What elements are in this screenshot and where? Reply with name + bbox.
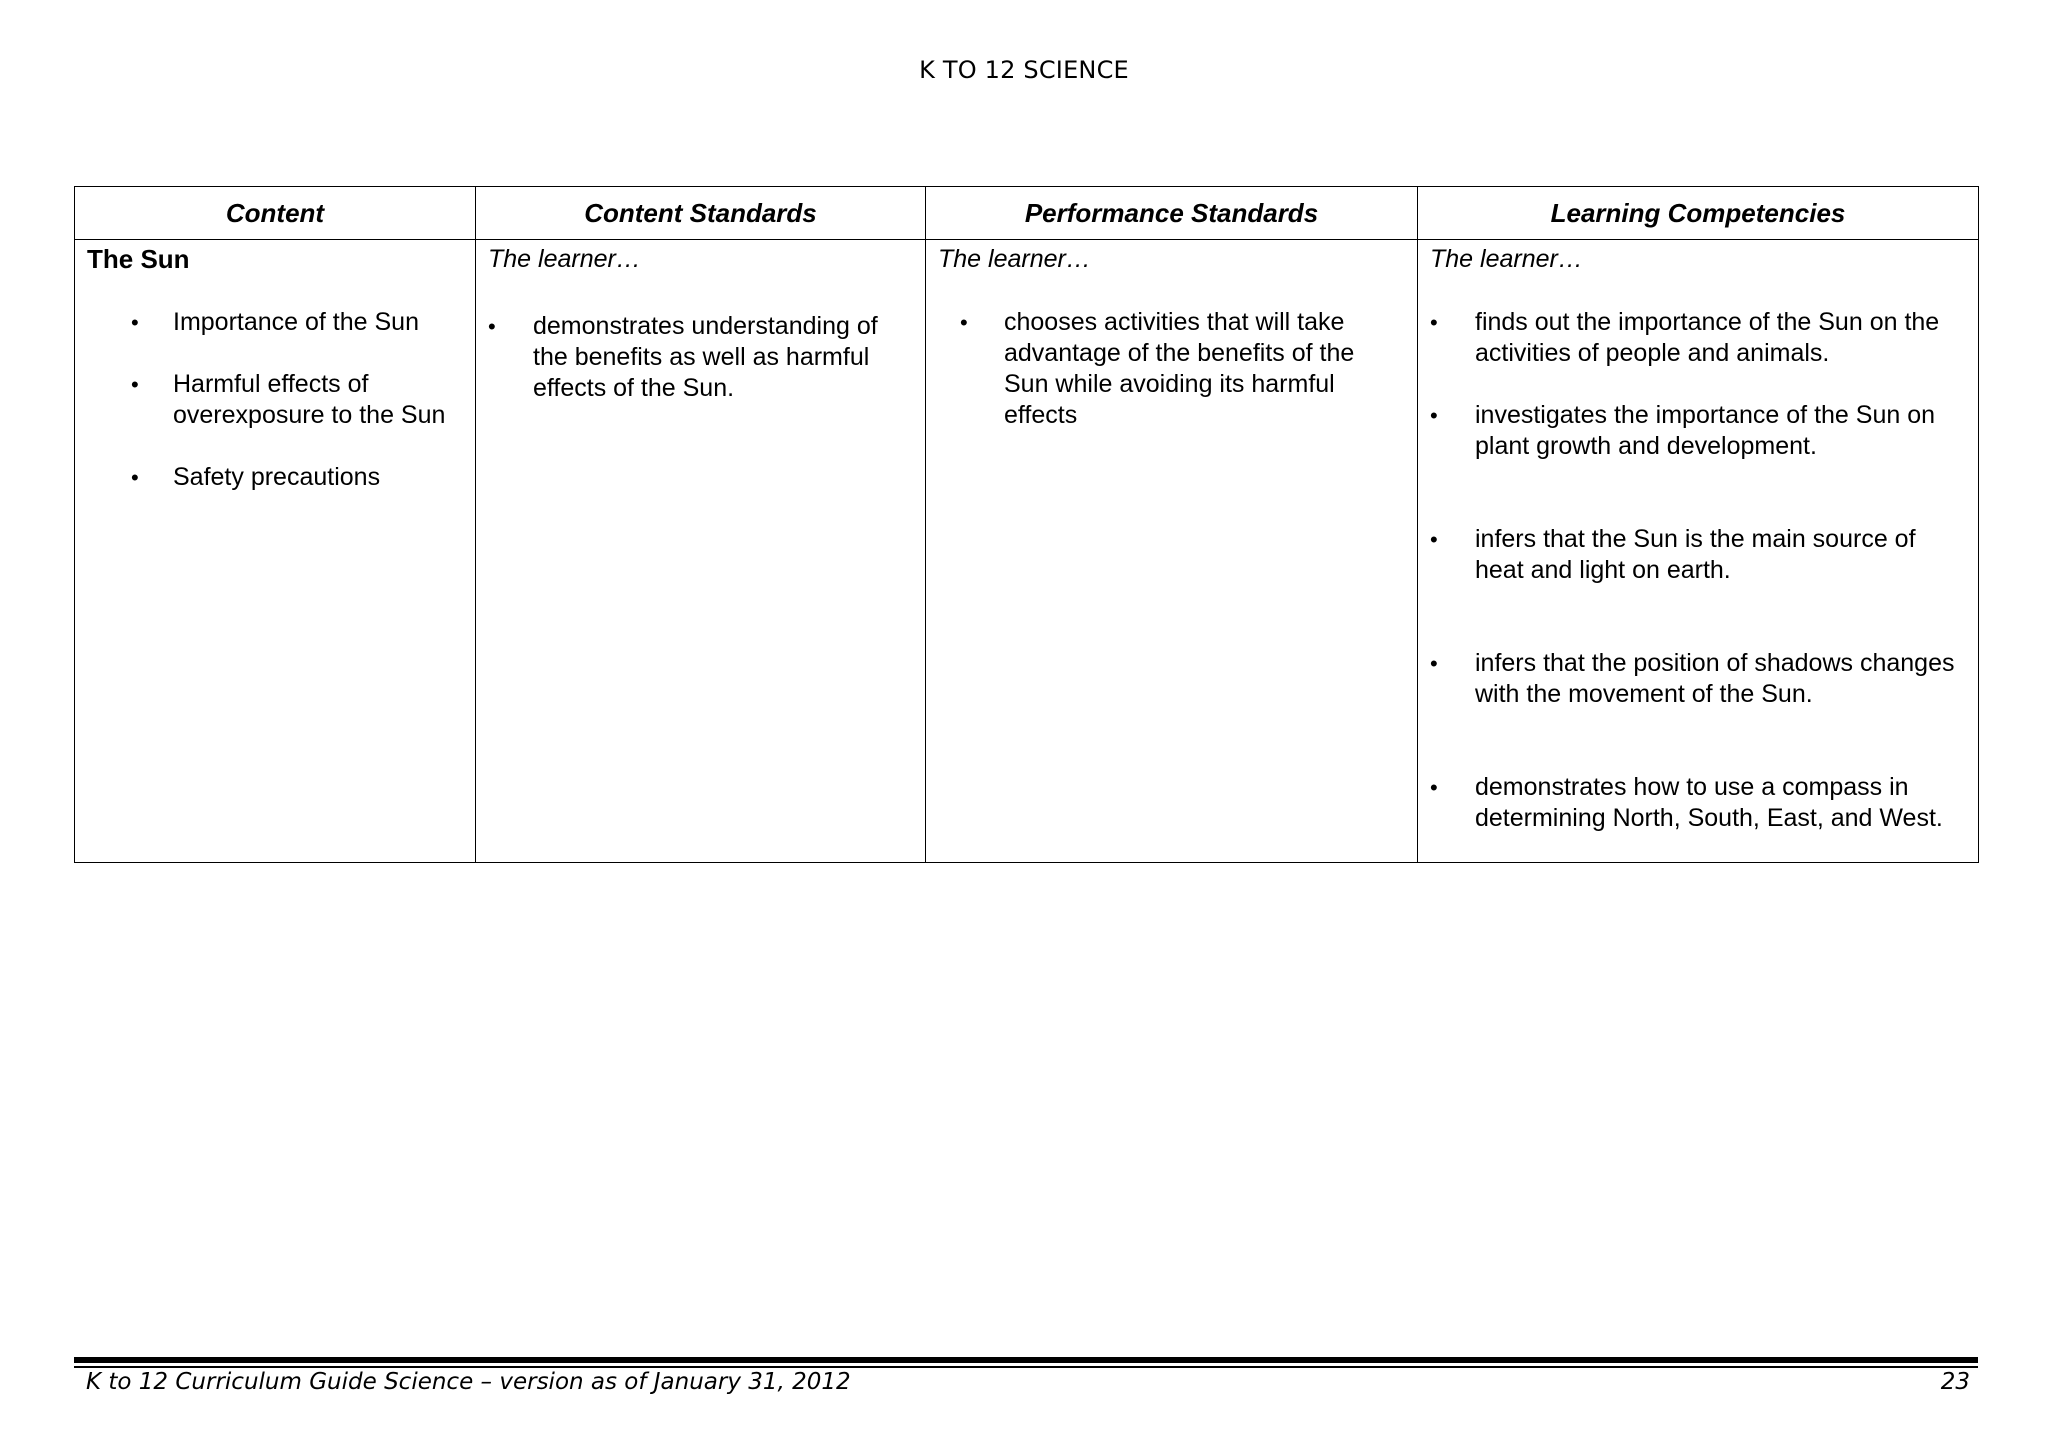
footer-caption: K to 12 Curriculum Guide Science – version as of January 31, 2012 bbox=[86, 1369, 851, 1395]
curriculum-table bbox=[74, 186, 1979, 863]
list-item-text: infers that the position of shadows changes with the movement of the Sun. bbox=[1475, 649, 1955, 708]
bullet-icon: • bbox=[960, 310, 968, 335]
intro-text: The learner… bbox=[938, 245, 1091, 273]
column-header-content: Content bbox=[75, 187, 476, 240]
bullet-icon: • bbox=[1430, 403, 1438, 428]
column-header-content-standards: Content Standards bbox=[476, 187, 926, 240]
topic-title: The Sun bbox=[87, 244, 190, 274]
column-header-learning-competencies: Learning Competencies bbox=[1418, 187, 1979, 240]
list-item bbox=[1430, 648, 1966, 710]
footer-divider bbox=[74, 1357, 1978, 1363]
bullet-icon: • bbox=[488, 314, 496, 339]
list-item-text: demonstrates understanding of the benefits as well as harmful effects of the Sun. bbox=[533, 312, 878, 402]
performance-standards-cell bbox=[926, 240, 1418, 863]
list-item bbox=[938, 307, 1405, 431]
list-item bbox=[1430, 400, 1966, 462]
list-item bbox=[1430, 524, 1966, 586]
footer-divider-thin bbox=[74, 1366, 1978, 1368]
content-cell bbox=[75, 240, 476, 863]
list-item-text: investigates the importance of the Sun on plant growth and development. bbox=[1475, 401, 1936, 460]
content-list bbox=[87, 307, 463, 493]
list-item-text: finds out the importance of the Sun on the activities of people and animals. bbox=[1475, 308, 1940, 367]
performance-standards-list bbox=[938, 307, 1405, 431]
learning-competencies-list bbox=[1430, 307, 1966, 834]
list-item-text: Importance of the Sun bbox=[173, 308, 419, 336]
content-standards-list bbox=[488, 311, 913, 404]
table-header-row bbox=[75, 187, 1979, 240]
list-item-text: demonstrates how to use a compass in determining North, South, East, and West. bbox=[1475, 773, 1943, 832]
list-item bbox=[1430, 307, 1966, 369]
bullet-icon: • bbox=[1430, 310, 1438, 335]
bullet-icon: • bbox=[1430, 527, 1438, 552]
table-row bbox=[75, 240, 1979, 863]
list-item bbox=[488, 311, 913, 404]
column-header-performance-standards: Performance Standards bbox=[926, 187, 1418, 240]
bullet-icon: • bbox=[131, 465, 139, 490]
list-item-text: infers that the Sun is the main source of heat and light on earth. bbox=[1475, 525, 1916, 584]
list-item-text: chooses activities that will take advantage of the benefits of the Sun while avoiding its harmful effects bbox=[1004, 308, 1355, 429]
content-standards-cell bbox=[476, 240, 926, 863]
page-number: 23 bbox=[1940, 1369, 1970, 1395]
list-item bbox=[87, 307, 463, 338]
list-item-text: Safety precautions bbox=[173, 463, 381, 491]
intro-text: The learner… bbox=[488, 245, 641, 273]
intro-text: The learner… bbox=[1430, 245, 1583, 273]
page-header: K TO 12 SCIENCE bbox=[919, 56, 1129, 84]
list-item bbox=[87, 462, 463, 493]
learning-competencies-cell bbox=[1418, 240, 1979, 863]
bullet-icon: • bbox=[131, 310, 139, 335]
list-item-text: Harmful effects of overexposure to the Sun bbox=[173, 370, 446, 429]
list-item bbox=[87, 369, 463, 431]
bullet-icon: • bbox=[1430, 775, 1438, 800]
bullet-icon: • bbox=[131, 372, 139, 397]
list-item bbox=[1430, 772, 1966, 834]
bullet-icon: • bbox=[1430, 651, 1438, 676]
